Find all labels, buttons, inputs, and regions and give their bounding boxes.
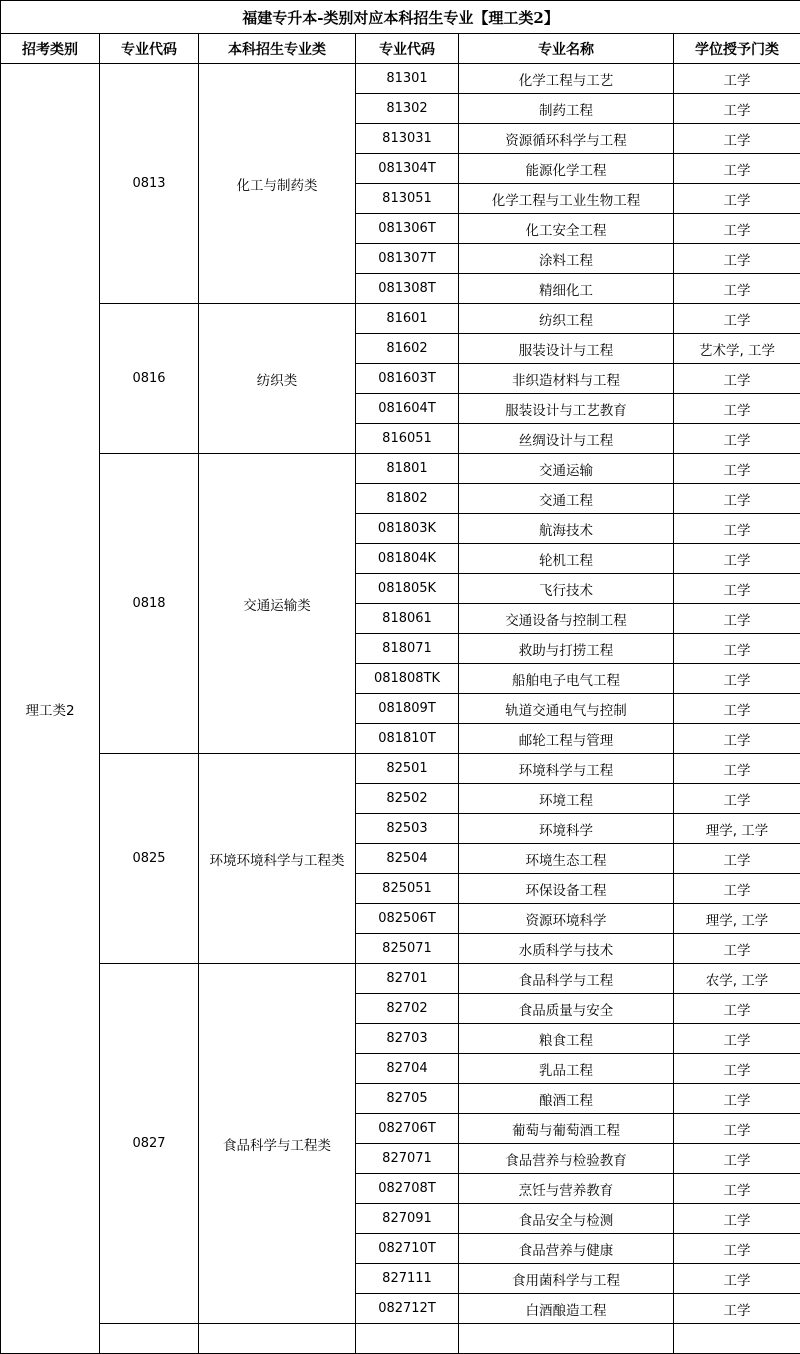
major-name-cell: 化学工程与工艺 <box>459 64 674 94</box>
major-code-cell: 81302 <box>356 94 459 124</box>
major-name-cell: 服装设计与工程 <box>459 334 674 364</box>
degree-cell: 工学 <box>674 184 800 214</box>
degree-cell: 工学 <box>674 514 800 544</box>
header-row <box>1 34 800 64</box>
major-code-cell: 82502 <box>356 784 459 814</box>
major-code-cell: 081304T <box>356 154 459 184</box>
degree-cell: 工学 <box>674 364 800 394</box>
major-code-cell: 81602 <box>356 334 459 364</box>
major-name-cell: 救助与打捞工程 <box>459 634 674 664</box>
group-code-cell: 0818 <box>100 454 199 754</box>
major-code-cell: 82501 <box>356 754 459 784</box>
major-code-cell: 81301 <box>356 64 459 94</box>
header-group-name: 本科招生专业类 <box>199 34 356 64</box>
degree-cell: 工学 <box>674 694 800 724</box>
degree-cell: 农学, 工学 <box>674 964 800 994</box>
table-row <box>1 454 800 484</box>
major-name-cell: 邮轮工程与管理 <box>459 724 674 754</box>
table-row <box>1 304 800 334</box>
major-name-cell: 飞行技术 <box>459 574 674 604</box>
major-code-cell: 081603T <box>356 364 459 394</box>
major-code-cell: 813031 <box>356 124 459 154</box>
major-name-cell: 航海技术 <box>459 514 674 544</box>
degree-cell: 工学 <box>674 784 800 814</box>
degree-cell: 工学 <box>674 1234 800 1264</box>
group-code-cell: 0827 <box>100 964 199 1324</box>
major-name-cell: 资源环境科学 <box>459 904 674 934</box>
major-code-cell: 82504 <box>356 844 459 874</box>
major-code-cell: 81801 <box>356 454 459 484</box>
major-name-cell: 化工安全工程 <box>459 214 674 244</box>
table-row <box>1 964 800 994</box>
major-code-cell: 081808TK <box>356 664 459 694</box>
major-name-cell: 化学工程与工业生物工程 <box>459 184 674 214</box>
degree-cell: 工学 <box>674 1204 800 1234</box>
header-group-code: 专业代码 <box>100 34 199 64</box>
degree-cell: 工学 <box>674 484 800 514</box>
major-name-cell: 轮机工程 <box>459 544 674 574</box>
major-code-cell: 082706T <box>356 1114 459 1144</box>
degree-cell: 工学 <box>674 1294 800 1324</box>
major-name-cell: 轨道交通电气与控制 <box>459 694 674 724</box>
degree-cell: 工学 <box>674 154 800 184</box>
major-name-cell: 食品营养与检验教育 <box>459 1144 674 1174</box>
degree-cell: 工学 <box>674 424 800 454</box>
major-code-cell: 81601 <box>356 304 459 334</box>
major-code-cell: 827091 <box>356 1204 459 1234</box>
empty-cell <box>356 1324 459 1354</box>
major-code-cell: 081308T <box>356 274 459 304</box>
header-major-code: 专业代码 <box>356 34 459 64</box>
empty-cell <box>199 1324 356 1354</box>
major-code-cell: 827111 <box>356 1264 459 1294</box>
major-code-cell: 825051 <box>356 874 459 904</box>
degree-cell: 工学 <box>674 544 800 574</box>
degree-cell: 工学 <box>674 214 800 244</box>
major-name-cell: 服装设计与工艺教育 <box>459 394 674 424</box>
empty-cell <box>459 1324 674 1354</box>
degree-cell: 工学 <box>674 124 800 154</box>
degree-cell: 工学 <box>674 244 800 274</box>
table-title: 福建专升本-类别对应本科招生专业【理工类2】 <box>1 1 800 34</box>
major-code-cell: 82704 <box>356 1054 459 1084</box>
group-name-cell: 交通运输类 <box>199 454 356 754</box>
table-body <box>1 64 800 1354</box>
major-code-cell: 082710T <box>356 1234 459 1264</box>
major-name-cell: 食用菌科学与工程 <box>459 1264 674 1294</box>
degree-cell: 理学, 工学 <box>674 904 800 934</box>
major-code-cell: 082712T <box>356 1294 459 1324</box>
degree-cell: 工学 <box>674 1144 800 1174</box>
degree-cell: 工学 <box>674 1174 800 1204</box>
degree-cell: 工学 <box>674 754 800 784</box>
degree-cell: 工学 <box>674 1114 800 1144</box>
major-name-cell: 制药工程 <box>459 94 674 124</box>
major-name-cell: 船舶电子电气工程 <box>459 664 674 694</box>
major-name-cell: 非织造材料与工程 <box>459 364 674 394</box>
major-name-cell: 环境生态工程 <box>459 844 674 874</box>
group-name-cell: 纺织类 <box>199 304 356 454</box>
degree-cell: 工学 <box>674 634 800 664</box>
major-code-cell: 82702 <box>356 994 459 1024</box>
degree-cell: 工学 <box>674 574 800 604</box>
degree-cell: 工学 <box>674 1024 800 1054</box>
major-name-cell: 烹饪与营养教育 <box>459 1174 674 1204</box>
major-code-cell: 081810T <box>356 724 459 754</box>
major-name-cell: 丝绸设计与工程 <box>459 424 674 454</box>
major-code-cell: 82503 <box>356 814 459 844</box>
major-code-cell: 825071 <box>356 934 459 964</box>
degree-cell: 工学 <box>674 994 800 1024</box>
major-code-cell: 813051 <box>356 184 459 214</box>
major-name-cell: 交通运输 <box>459 454 674 484</box>
major-name-cell: 粮食工程 <box>459 1024 674 1054</box>
major-code-cell: 081604T <box>356 394 459 424</box>
group-code-cell: 0825 <box>100 754 199 964</box>
degree-cell: 工学 <box>674 844 800 874</box>
degree-cell: 工学 <box>674 394 800 424</box>
major-name-cell: 食品营养与健康 <box>459 1234 674 1264</box>
major-name-cell: 白酒酿造工程 <box>459 1294 674 1324</box>
major-code-cell: 82703 <box>356 1024 459 1054</box>
major-name-cell: 环境科学 <box>459 814 674 844</box>
major-code-cell: 081804K <box>356 544 459 574</box>
major-name-cell: 精细化工 <box>459 274 674 304</box>
major-name-cell: 葡萄与葡萄酒工程 <box>459 1114 674 1144</box>
major-code-cell: 081307T <box>356 244 459 274</box>
degree-cell: 工学 <box>674 1084 800 1114</box>
degree-cell: 工学 <box>674 724 800 754</box>
degree-cell: 工学 <box>674 1264 800 1294</box>
group-name-cell: 环境环境科学与工程类 <box>199 754 356 964</box>
table-row <box>1 64 800 94</box>
group-name-cell: 化工与制药类 <box>199 64 356 304</box>
major-name-cell: 环保设备工程 <box>459 874 674 904</box>
major-name-cell: 食品科学与工程 <box>459 964 674 994</box>
major-name-cell: 食品安全与检测 <box>459 1204 674 1234</box>
major-code-cell: 081809T <box>356 694 459 724</box>
major-code-cell: 818061 <box>356 604 459 634</box>
major-name-cell: 交通工程 <box>459 484 674 514</box>
group-code-cell: 0813 <box>100 64 199 304</box>
major-code-cell: 827071 <box>356 1144 459 1174</box>
degree-cell: 工学 <box>674 64 800 94</box>
major-code-cell: 082506T <box>356 904 459 934</box>
header-exam-category: 招考类别 <box>1 34 100 64</box>
degree-cell: 工学 <box>674 1054 800 1084</box>
header-major-name: 专业名称 <box>459 34 674 64</box>
degree-cell: 工学 <box>674 454 800 484</box>
degree-cell: 工学 <box>674 274 800 304</box>
major-code-cell: 081306T <box>356 214 459 244</box>
major-name-cell: 乳品工程 <box>459 1054 674 1084</box>
major-name-cell: 纺织工程 <box>459 304 674 334</box>
group-code-cell: 0816 <box>100 304 199 454</box>
major-code-cell: 818071 <box>356 634 459 664</box>
degree-cell: 工学 <box>674 604 800 634</box>
major-name-cell: 酿酒工程 <box>459 1084 674 1114</box>
empty-cell <box>674 1324 800 1354</box>
major-name-cell: 水质科学与技术 <box>459 934 674 964</box>
major-code-cell: 082708T <box>356 1174 459 1204</box>
major-code-cell: 81802 <box>356 484 459 514</box>
group-name-cell: 食品科学与工程类 <box>199 964 356 1324</box>
major-code-cell: 82701 <box>356 964 459 994</box>
major-name-cell: 环境工程 <box>459 784 674 814</box>
table-row <box>1 754 800 784</box>
major-name-cell: 资源循环科学与工程 <box>459 124 674 154</box>
table-row <box>1 1324 800 1354</box>
major-code-cell: 816051 <box>356 424 459 454</box>
degree-cell: 工学 <box>674 304 800 334</box>
degree-cell: 工学 <box>674 874 800 904</box>
degree-cell: 工学 <box>674 934 800 964</box>
degree-cell: 工学 <box>674 664 800 694</box>
degree-cell: 理学, 工学 <box>674 814 800 844</box>
major-name-cell: 能源化学工程 <box>459 154 674 184</box>
major-name-cell: 交通设备与控制工程 <box>459 604 674 634</box>
major-name-cell: 食品质量与安全 <box>459 994 674 1024</box>
exam-category-cell: 理工类2 <box>1 64 100 1354</box>
major-name-cell: 涂料工程 <box>459 244 674 274</box>
header-degree: 学位授予门类 <box>674 34 800 64</box>
major-code-cell: 081803K <box>356 514 459 544</box>
major-code-cell: 82705 <box>356 1084 459 1114</box>
degree-cell: 工学 <box>674 94 800 124</box>
degree-cell: 艺术学, 工学 <box>674 334 800 364</box>
major-name-cell: 环境科学与工程 <box>459 754 674 784</box>
major-code-cell: 081805K <box>356 574 459 604</box>
empty-cell <box>100 1324 199 1354</box>
